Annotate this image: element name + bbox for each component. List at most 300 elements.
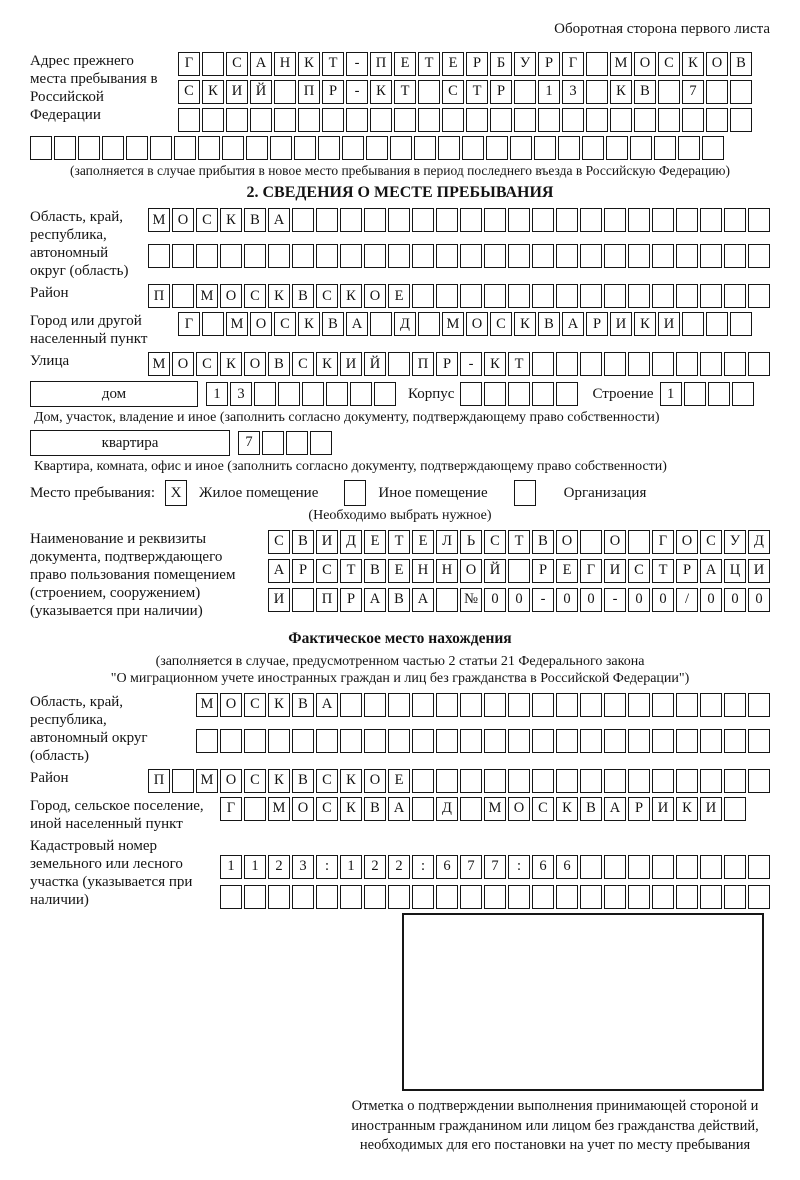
char-cell	[292, 244, 314, 268]
char-cell: :	[316, 855, 338, 879]
char-cell	[460, 693, 482, 717]
char-cell	[412, 284, 434, 308]
char-cell: 7	[682, 80, 704, 104]
char-cell	[292, 885, 314, 909]
region-row-1	[148, 208, 770, 232]
char-cell: С	[196, 208, 218, 232]
char-cell: М	[484, 797, 506, 821]
char-cell	[706, 312, 728, 336]
char-cell: Г	[580, 559, 602, 583]
char-cell	[340, 208, 362, 232]
char-cell: Т	[388, 530, 410, 554]
char-cell: С	[316, 797, 338, 821]
char-cell: О	[706, 52, 728, 76]
char-cell	[340, 885, 362, 909]
korpus-label: Корпус	[408, 386, 455, 403]
char-cell: С	[244, 284, 266, 308]
char-cell: О	[364, 769, 386, 793]
char-cell	[706, 80, 728, 104]
char-cell	[414, 136, 436, 160]
char-cell	[292, 729, 314, 753]
char-cell: О	[466, 312, 488, 336]
char-cell	[412, 244, 434, 268]
char-cell	[628, 530, 650, 554]
char-cell	[196, 244, 218, 268]
doc-row-3	[268, 588, 770, 612]
char-cell: 1	[538, 80, 560, 104]
char-cell: С	[490, 312, 512, 336]
char-cell: К	[340, 769, 362, 793]
street-row	[148, 352, 770, 376]
char-cell	[628, 693, 650, 717]
char-cell	[532, 208, 554, 232]
char-cell: Е	[442, 52, 464, 76]
char-cell	[412, 729, 434, 753]
char-cell	[486, 136, 508, 160]
house-block	[30, 381, 770, 407]
char-cell	[342, 136, 364, 160]
char-cell	[532, 693, 554, 717]
char-cell: 2	[388, 855, 410, 879]
char-cell	[460, 382, 482, 406]
char-cell	[562, 108, 584, 132]
char-cell: И	[748, 559, 770, 583]
char-cell: Т	[508, 352, 530, 376]
char-cell	[700, 352, 722, 376]
prev-address-row-1	[178, 52, 752, 76]
char-cell	[724, 729, 746, 753]
doc-row-2	[268, 559, 770, 583]
char-cell	[244, 797, 266, 821]
char-cell: С	[316, 284, 338, 308]
char-cell	[654, 136, 676, 160]
char-cell: О	[220, 769, 242, 793]
char-cell	[628, 729, 650, 753]
char-cell	[436, 885, 458, 909]
prev-address-block	[30, 52, 770, 132]
stay-option-org-label: Организация	[563, 484, 647, 501]
char-cell	[556, 729, 578, 753]
char-cell: К	[202, 80, 224, 104]
char-cell: 7	[460, 855, 482, 879]
char-cell	[532, 729, 554, 753]
char-cell: С	[244, 693, 266, 717]
char-cell	[658, 80, 680, 104]
char-cell	[244, 729, 266, 753]
char-cell: А	[346, 312, 368, 336]
char-cell	[702, 136, 724, 160]
char-cell	[748, 208, 770, 232]
char-cell	[460, 244, 482, 268]
char-cell	[700, 729, 722, 753]
char-cell	[508, 284, 530, 308]
char-cell: К	[556, 797, 578, 821]
char-cell: О	[556, 530, 578, 554]
char-cell: К	[484, 352, 506, 376]
char-cell	[532, 352, 554, 376]
char-cell: Н	[274, 52, 296, 76]
char-cell: Г	[178, 52, 200, 76]
char-cell	[460, 769, 482, 793]
char-cell	[556, 382, 578, 406]
char-cell: О	[172, 352, 194, 376]
char-cell	[340, 693, 362, 717]
char-cell	[700, 244, 722, 268]
char-cell: -	[604, 588, 626, 612]
char-cell	[366, 136, 388, 160]
char-cell: Р	[586, 312, 608, 336]
char-cell	[484, 885, 506, 909]
char-cell	[508, 382, 530, 406]
stay-type-label: Место пребывания:	[30, 484, 155, 501]
char-cell	[30, 136, 52, 160]
actual-location-note-1: (заполняется в случае, предусмотренном частью 2 статьи 21 Федерального закона	[155, 654, 645, 670]
char-cell: Й	[484, 559, 506, 583]
char-cell: 0	[580, 588, 602, 612]
char-cell	[270, 136, 292, 160]
char-cell: А	[268, 208, 290, 232]
char-cell: Т	[418, 52, 440, 76]
char-cell	[244, 885, 266, 909]
char-cell: 2	[364, 855, 386, 879]
char-cell: Н	[412, 559, 434, 583]
stroenie-label: Строение	[592, 386, 654, 403]
char-cell: Т	[466, 80, 488, 104]
char-cell: К	[268, 284, 290, 308]
char-cell: И	[226, 80, 248, 104]
char-cell: М	[196, 693, 218, 717]
char-cell: Н	[436, 559, 458, 583]
char-cell: К	[298, 52, 320, 76]
char-cell: С	[316, 559, 338, 583]
actual-district-label: Район	[30, 769, 69, 786]
city-row	[178, 312, 752, 336]
char-cell: 0	[652, 588, 674, 612]
char-cell	[222, 136, 244, 160]
char-cell	[748, 855, 770, 879]
char-cell	[730, 80, 752, 104]
char-cell	[388, 693, 410, 717]
char-cell	[374, 382, 396, 406]
char-cell: О	[460, 559, 482, 583]
char-cell: Е	[412, 530, 434, 554]
char-cell: К	[514, 312, 536, 336]
char-cell	[676, 855, 698, 879]
char-cell	[630, 136, 652, 160]
char-cell: И	[658, 312, 680, 336]
char-cell	[580, 208, 602, 232]
char-cell	[292, 588, 314, 612]
actual-region-row-2	[196, 729, 770, 753]
char-cell: Т	[652, 559, 674, 583]
actual-region-row-1	[196, 693, 770, 717]
cadastre-block	[30, 837, 770, 909]
char-cell	[418, 312, 440, 336]
char-cell: 1	[220, 855, 242, 879]
char-cell: М	[148, 208, 170, 232]
char-cell	[558, 136, 580, 160]
char-cell	[748, 769, 770, 793]
char-cell	[732, 382, 754, 406]
char-cell: Д	[340, 530, 362, 554]
char-cell	[610, 108, 632, 132]
char-cell	[412, 797, 434, 821]
char-cell	[676, 693, 698, 717]
region-block	[30, 208, 770, 280]
char-cell	[394, 108, 416, 132]
char-cell	[724, 352, 746, 376]
char-cell	[388, 729, 410, 753]
char-cell: В	[364, 797, 386, 821]
char-cell	[302, 382, 324, 406]
char-cell	[412, 693, 434, 717]
char-cell	[316, 244, 338, 268]
char-cell: В	[364, 559, 386, 583]
char-cell	[604, 244, 626, 268]
char-cell: С	[292, 352, 314, 376]
char-cell: Т	[322, 52, 344, 76]
char-cell: И	[268, 588, 290, 612]
city-block	[30, 312, 770, 348]
doc-block	[30, 530, 770, 620]
char-cell	[102, 136, 124, 160]
char-cell: Т	[508, 530, 530, 554]
char-cell: А	[412, 588, 434, 612]
char-cell	[370, 312, 392, 336]
char-cell	[274, 80, 296, 104]
char-cell	[628, 284, 650, 308]
char-cell: И	[340, 352, 362, 376]
char-cell: О	[244, 352, 266, 376]
char-cell	[460, 729, 482, 753]
prev-address-note: (заполняется в случае прибытия в новое место пребывания в период последнего въезда в Российскую Федерацию)	[69, 163, 731, 178]
char-cell	[676, 885, 698, 909]
char-cell	[652, 729, 674, 753]
char-cell	[202, 108, 224, 132]
char-cell	[172, 284, 194, 308]
region-label: Область, край, республика, автономный округ (область)	[30, 209, 129, 280]
char-cell: А	[700, 559, 722, 583]
char-cell: Т	[394, 80, 416, 104]
char-cell: О	[604, 530, 626, 554]
char-cell	[484, 208, 506, 232]
char-cell	[390, 136, 412, 160]
char-cell	[556, 284, 578, 308]
char-cell	[322, 108, 344, 132]
char-cell	[580, 284, 602, 308]
char-cell	[724, 693, 746, 717]
char-cell: О	[220, 693, 242, 717]
char-cell	[274, 108, 296, 132]
prev-address-row-4	[30, 136, 770, 160]
char-cell: С	[658, 52, 680, 76]
house-note: Дом, участок, владение и иное (заполнить согласно документу, подтверждающему право собственности)	[34, 410, 660, 426]
char-cell	[220, 885, 242, 909]
char-cell	[508, 559, 530, 583]
actual-location-title: Фактическое место нахождения	[288, 629, 512, 647]
char-cell	[604, 284, 626, 308]
char-cell: С	[226, 52, 248, 76]
char-cell	[318, 136, 340, 160]
apartment-cells	[238, 431, 332, 455]
char-cell	[388, 352, 410, 376]
char-cell: Р	[466, 52, 488, 76]
char-cell: 1	[206, 382, 228, 406]
char-cell	[508, 769, 530, 793]
char-cell: К	[220, 352, 242, 376]
char-cell	[604, 885, 626, 909]
char-cell: -	[532, 588, 554, 612]
char-cell: 7	[238, 431, 260, 455]
char-cell	[508, 885, 530, 909]
district-row	[148, 284, 770, 308]
char-cell	[652, 244, 674, 268]
char-cell	[748, 284, 770, 308]
char-cell	[724, 208, 746, 232]
char-cell	[196, 729, 218, 753]
char-cell	[508, 693, 530, 717]
char-cell: 0	[628, 588, 650, 612]
doc-label: Наименование и реквизиты документа, подтверждающего право пользования помещением (строением, сооружением) (указывается при наличии)	[30, 530, 236, 619]
char-cell: С	[244, 769, 266, 793]
char-cell	[346, 108, 368, 132]
char-cell: -	[346, 52, 368, 76]
char-cell	[436, 208, 458, 232]
char-cell: Г	[178, 312, 200, 336]
char-cell	[436, 284, 458, 308]
char-cell: В	[388, 588, 410, 612]
char-cell: Ь	[460, 530, 482, 554]
char-cell: О	[292, 797, 314, 821]
char-cell	[652, 352, 674, 376]
char-cell	[628, 352, 650, 376]
char-cell: 6	[436, 855, 458, 879]
char-cell	[604, 208, 626, 232]
char-cell	[148, 244, 170, 268]
char-cell: У	[724, 530, 746, 554]
char-cell	[580, 244, 602, 268]
char-cell: Р	[628, 797, 650, 821]
char-cell	[436, 729, 458, 753]
char-cell	[580, 885, 602, 909]
char-cell: П	[316, 588, 338, 612]
char-cell: М	[196, 284, 218, 308]
char-cell	[412, 885, 434, 909]
char-cell	[326, 382, 348, 406]
char-cell	[684, 382, 706, 406]
char-cell: М	[226, 312, 248, 336]
char-cell: В	[292, 530, 314, 554]
char-cell: С	[442, 80, 464, 104]
char-cell	[730, 312, 752, 336]
char-cell: Р	[340, 588, 362, 612]
char-cell: М	[442, 312, 464, 336]
char-cell	[748, 244, 770, 268]
char-cell	[508, 729, 530, 753]
char-cell: Р	[292, 559, 314, 583]
char-cell: К	[610, 80, 632, 104]
char-cell	[202, 312, 224, 336]
char-cell	[126, 136, 148, 160]
char-cell: В	[292, 284, 314, 308]
char-cell	[484, 729, 506, 753]
char-cell: О	[220, 284, 242, 308]
char-cell	[556, 244, 578, 268]
char-cell	[250, 108, 272, 132]
char-cell: :	[508, 855, 530, 879]
actual-city-row	[220, 797, 746, 821]
char-cell	[436, 244, 458, 268]
char-cell	[172, 244, 194, 268]
char-cell: П	[370, 52, 392, 76]
char-cell	[534, 136, 556, 160]
char-cell	[748, 885, 770, 909]
char-cell: В	[292, 769, 314, 793]
char-cell: В	[580, 797, 602, 821]
char-cell	[436, 769, 458, 793]
char-cell	[268, 729, 290, 753]
char-cell	[678, 136, 700, 160]
char-cell: С	[316, 769, 338, 793]
char-cell: -	[346, 80, 368, 104]
actual-city-label: Город, сельское поселение, иной населенный пункт	[30, 797, 204, 832]
char-cell: П	[148, 284, 170, 308]
cadastre-label: Кадастровый номер земельного или лесного участка (указывается при наличии)	[30, 837, 193, 908]
char-cell: К	[676, 797, 698, 821]
char-cell	[676, 244, 698, 268]
char-cell: В	[292, 693, 314, 717]
char-cell: :	[412, 855, 434, 879]
char-cell	[700, 885, 722, 909]
char-cell	[628, 769, 650, 793]
char-cell: Р	[676, 559, 698, 583]
char-cell: Й	[250, 80, 272, 104]
char-cell	[700, 693, 722, 717]
char-cell: М	[148, 352, 170, 376]
char-cell	[254, 382, 276, 406]
char-cell	[364, 208, 386, 232]
char-cell	[580, 729, 602, 753]
char-cell	[412, 208, 434, 232]
char-cell	[370, 108, 392, 132]
char-cell: В	[244, 208, 266, 232]
char-cell: Р	[532, 559, 554, 583]
char-cell	[556, 769, 578, 793]
char-cell	[724, 885, 746, 909]
char-cell	[484, 769, 506, 793]
char-cell: О	[508, 797, 530, 821]
char-cell: К	[298, 312, 320, 336]
char-cell: Р	[436, 352, 458, 376]
char-cell	[202, 52, 224, 76]
char-cell: В	[268, 352, 290, 376]
char-cell	[582, 136, 604, 160]
char-cell	[54, 136, 76, 160]
char-cell	[262, 431, 284, 455]
apartment-block	[30, 430, 770, 456]
char-cell	[538, 108, 560, 132]
char-cell: Е	[556, 559, 578, 583]
char-cell	[586, 52, 608, 76]
char-cell: С	[532, 797, 554, 821]
char-cell	[628, 244, 650, 268]
char-cell	[724, 855, 746, 879]
char-cell	[556, 208, 578, 232]
char-cell	[340, 244, 362, 268]
char-cell: Е	[394, 52, 416, 76]
char-cell: К	[370, 80, 392, 104]
stay-type-block	[30, 480, 770, 506]
